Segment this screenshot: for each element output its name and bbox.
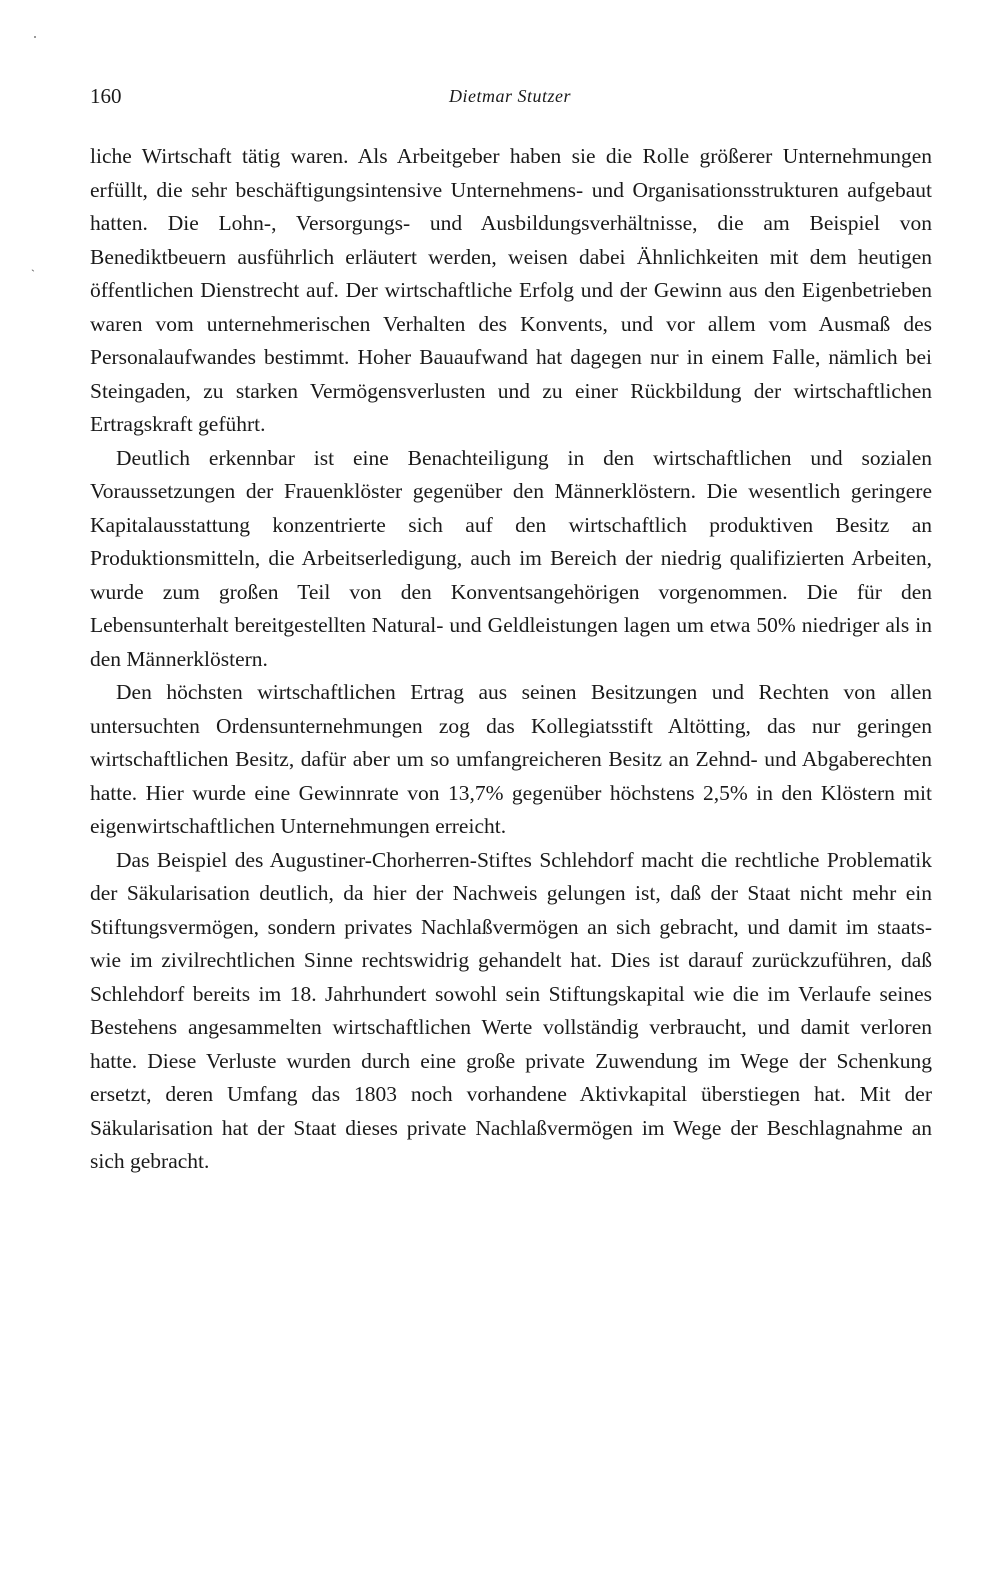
body-text — [90, 140, 932, 1179]
paragraph-frauenkloester: Deutlich erkennbar ist eine Benachteiligung in den wirtschaftlichen und sozialen Voraussetzungen der Frauenklöster gegenüber den Männerklöstern. Die wesentlich geringere Kapitalausstattung konzentrierte sich auf den wirtschaftlich produktiven Besitz an Produktionsmitteln, die Arbeitserledigung, auch im Bereich der niedrig qualifizierten Arbeiten, wurde zum großen Teil von den Konventsangehörigen vorgenommen. Die für den Lebensunterhalt bereitgestellten Natural- und Geldleistungen lagen um etwa 50% niedriger als in den Männerklöstern. — [90, 445, 932, 671]
margin-mark: ˎ — [31, 258, 35, 272]
page-header — [90, 84, 930, 114]
scan-speck — [34, 36, 36, 38]
paragraph-schlehdorf: Das Beispiel des Augustiner-Chorherren-Stiftes Schlehdorf macht die rechtliche Problematik der Säkularisation deutlich, da hier der Nachweis gelungen ist, daß der Staat nicht mehr ein Stiftungsvermögen, sondern privates Nachlaßvermögen an sich gebracht, und damit im staats- wie im zivilrechtlichen Sinne rechtswidrig gehandelt hat. Dies ist darauf zurückzuführen, daß Schlehdorf bereits im 18. Jahrhundert sowohl sein Stiftungskapital wie die im Verlaufe seines Bestehens angesammelten wirtschaftlichen Werte vollständig verbraucht, und damit verloren hatte. Diese Verluste wurden durch eine große private Zuwendung im Wege der Schenkung ersetzt, deren Umfang das 1803 noch vorhandene Aktivkapital überstiegen hat. Mit der Säkularisation hat der Staat dieses private Nachlaßvermögen im Wege der Beschlagnahme an sich gebracht. — [90, 847, 932, 1173]
paragraph-continuation: liche Wirtschaft tätig waren. Als Arbeitgeber haben sie die Rolle größerer Unternehmungen erfüllt, die sehr beschäftigungsintensive Unternehmens- und Organisationsstrukturen aufgebaut hatten. Die Lohn-, Versorgungs- und Ausbildungsverhältnisse, die am Beispiel von Benediktbeuern ausführlich erläutert werden, weisen dabei Ähnlichkeiten mit dem heutigen öffentlichen Dienstrecht auf. Der wirtschaftliche Erfolg und der Gewinn aus den Eigenbetrieben waren vom unternehmerischen Verhalten des Konvents, und vor allem vom Ausmaß des Personalaufwandes bestimmt. Hoher Bauaufwand hat dagegen nur in einem Falle, nämlich bei Steingaden, zu starken Vermögensverlusten und zu einer Rückbildung der wirtschaftlichen Ertragskraft geführt. — [90, 144, 932, 436]
running-head-author: Dietmar Stutzer — [449, 86, 571, 106]
paragraph-altoetting: Den höchsten wirtschaftlichen Ertrag aus seinen Besitzungen und Rechten von allen untersuchten Ordensunternehmungen zog das Kollegiatsstift Altötting, das nur geringen wirtschaftlichen Besitz, dafür aber um so umfangreicheren Besitz an Zehnd- und Abgaberechten hatte. Hier wurde eine Gewinnrate von 13,7% gegenüber höchstens 2,5% in den Klöstern mit eigenwirtschaftlichen Unternehmungen erreicht. — [90, 680, 932, 838]
page-number: 160 — [90, 84, 122, 108]
